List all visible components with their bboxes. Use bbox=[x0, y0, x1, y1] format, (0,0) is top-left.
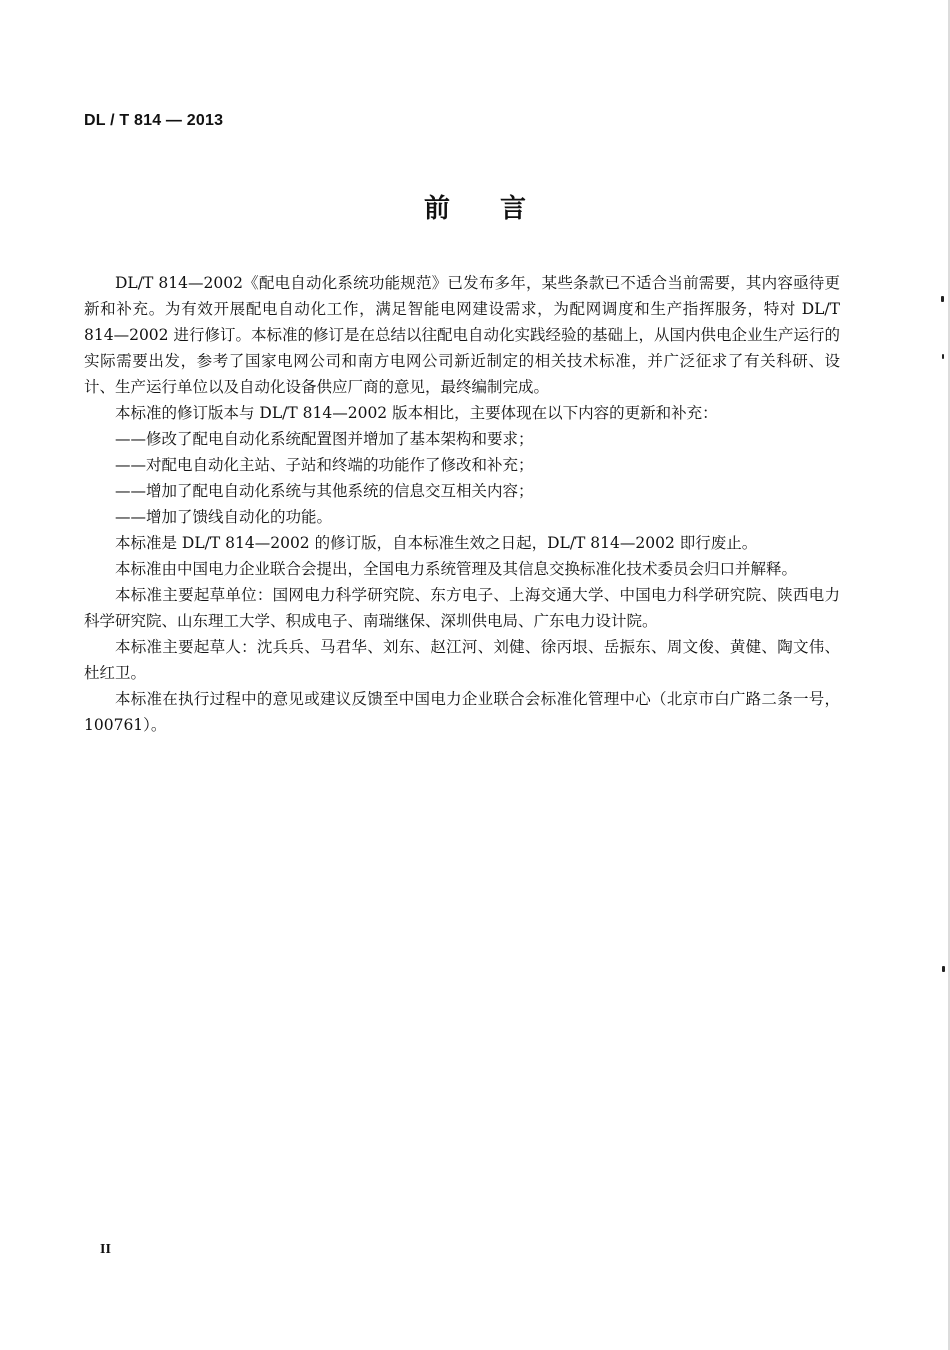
list-item-change-3: ——增加了配电自动化系统与其他系统的信息交互相关内容； bbox=[115, 482, 534, 500]
scan-speck bbox=[942, 354, 944, 359]
list-item-change-4: ——增加了馈线自动化的功能。 bbox=[115, 508, 333, 526]
paragraph-drafters: 本标准主要起草人：沈兵兵、马君华、刘东、赵江河、刘健、徐丙垠、岳振东、周文俊、黄健、陶文伟、杜红卫。 bbox=[84, 638, 840, 682]
list-item-change-1: ——修改了配电自动化系统配置图并增加了基本架构和要求； bbox=[115, 430, 534, 448]
paragraph-intro: DL/T 814—2002《配电自动化系统功能规范》已发布多年，某些条款已不适合当前需要，其内容亟待更新和补充。为有效开展配电自动化工作，满足智能电网建设需求，为配网调度和生产指挥服务，特对 DL/T 814—2002 进行修订。本标准的修订是在总结以往配电自动化实践经验的基础上，从国内供电企业生产运行的实际需要出发，参考了国家电网公司和南方电网公司新近制定的相关技术标准，并广泛征求了有关科研、设计、生产运行单位以及自动化设备供应厂商的意见，最终编制完成。 bbox=[84, 274, 840, 396]
paragraph-drafting-units: 本标准主要起草单位：国网电力科学研究院、东方电子、上海交通大学、中国电力科学研究院、陕西电力科学研究院、山东理工大学、积成电子、南瑞继保、深圳供电局、广东电力设计院。 bbox=[84, 586, 840, 630]
paragraph-feedback: 本标准在执行过程中的意见或建议反馈至中国电力企业联合会标准化管理中心（北京市白广路二条一号，100761）。 bbox=[84, 690, 840, 734]
paragraph-supersedes: 本标准是 DL/T 814—2002 的修订版，自本标准生效之日起，DL/T 814—2002 即行废止。 bbox=[115, 534, 758, 552]
page-number: II bbox=[100, 1242, 111, 1257]
paragraph-changes-summary: 本标准的修订版本与 DL/T 814—2002 版本相比，主要体现在以下内容的更新和补充： bbox=[115, 404, 718, 422]
paragraph-proposer: 本标准由中国电力企业联合会提出，全国电力系统管理及其信息交换标准化技术委员会归口并解释。 bbox=[115, 560, 798, 578]
list-item-change-2: ——对配电自动化主站、子站和终端的功能作了修改和补充； bbox=[115, 456, 534, 474]
page-title: 前言 bbox=[423, 194, 576, 224]
body-text bbox=[84, 270, 840, 738]
scan-speck bbox=[942, 966, 945, 972]
scan-speck bbox=[941, 296, 944, 302]
document-code: DL / T 814 — 2013 bbox=[84, 112, 224, 129]
